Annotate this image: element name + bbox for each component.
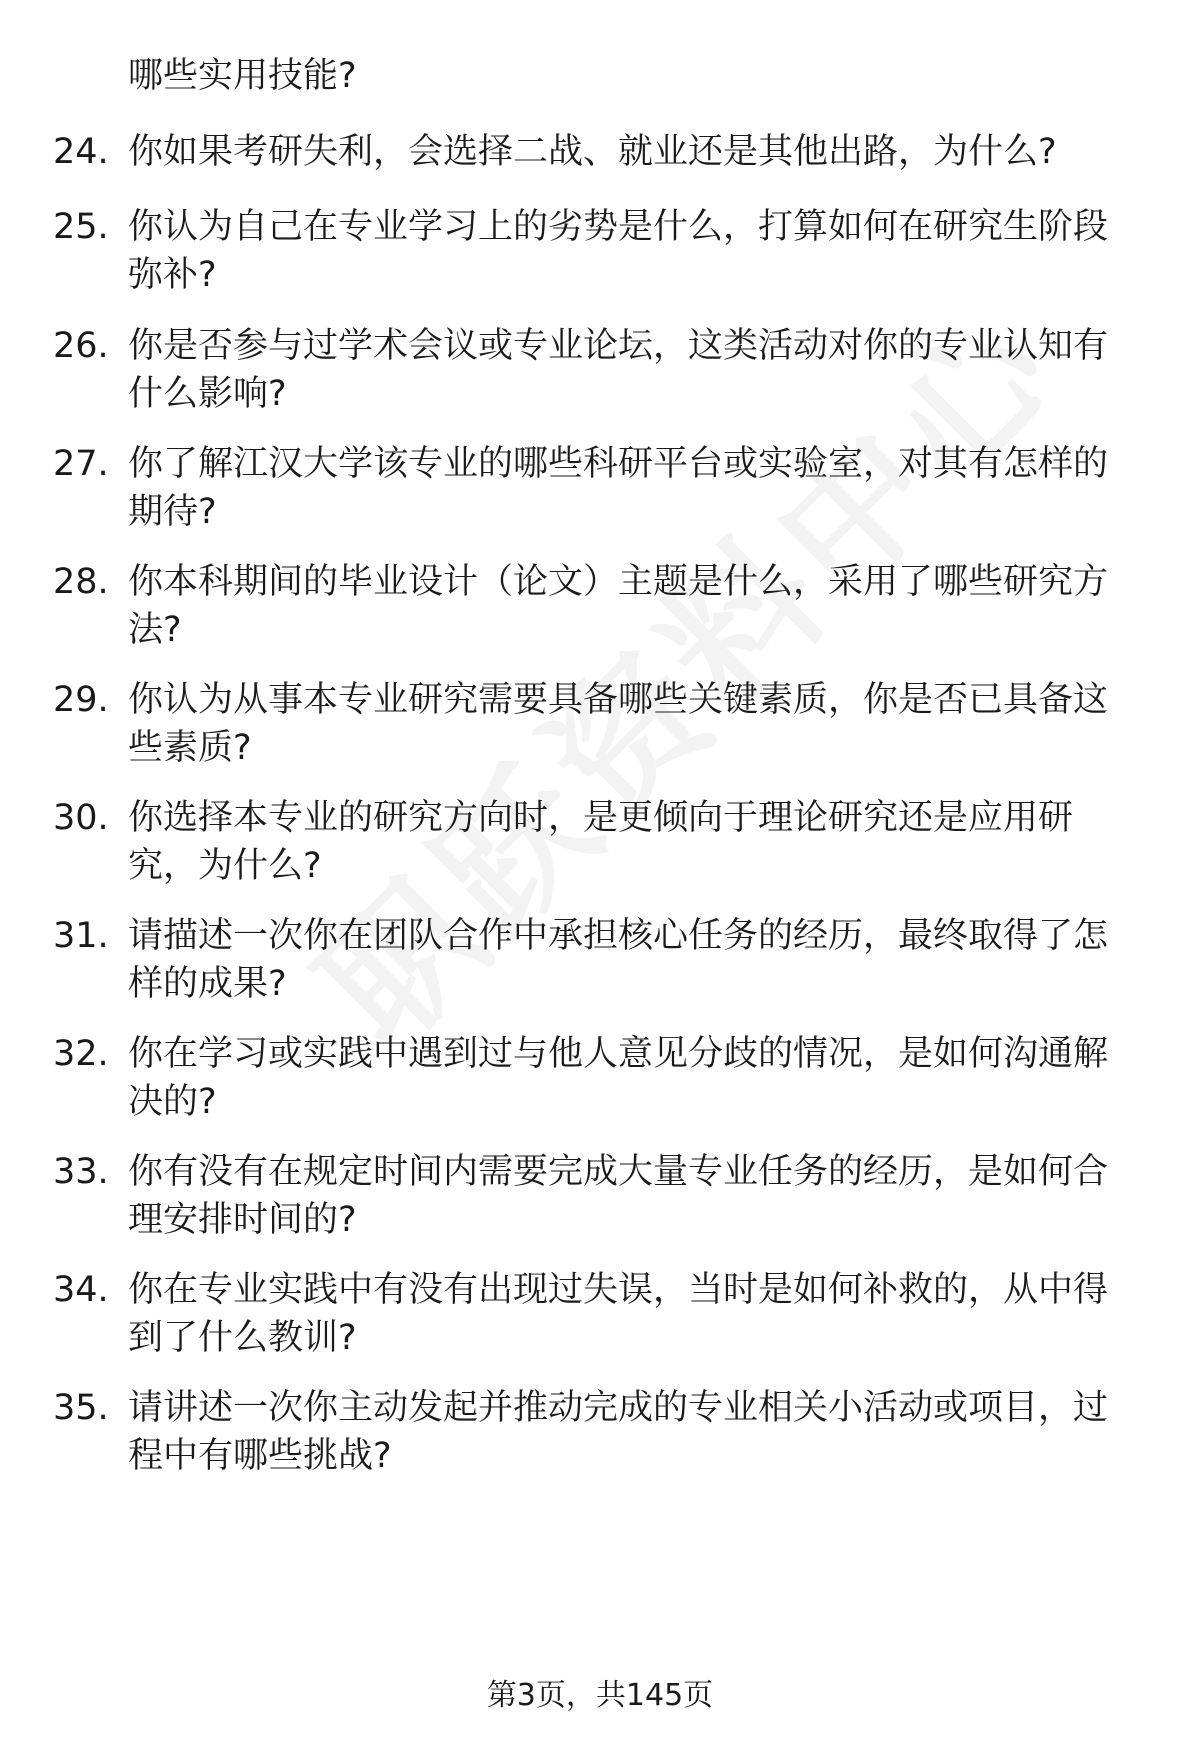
question-line: 你是否参与过学术会议或专业论坛，这类活动对你的专业认知有: [128, 326, 1109, 366]
question-line: 决的?: [128, 1082, 217, 1122]
question-number: 24.: [53, 132, 109, 172]
question-number: 30.: [53, 798, 109, 838]
question-number: 28.: [53, 562, 109, 602]
question-number: 33.: [53, 1152, 109, 1192]
question-number: 35.: [53, 1388, 109, 1428]
question-number: 32.: [53, 1034, 109, 1074]
question-line: 你认为从事本专业研究需要具备哪些关键素质，你是否已具备这: [128, 680, 1109, 720]
question-line: 你有没有在规定时间内需要完成大量专业任务的经历，是如何合: [128, 1152, 1109, 1192]
question-line: 你了解江汉大学该专业的哪些科研平台或实验室，对其有怎样的: [128, 444, 1109, 484]
question-line: 程中有哪些挑战?: [128, 1436, 392, 1476]
page-footer: 第3页，共145页: [486, 1678, 714, 1713]
question-number: 25.: [53, 207, 109, 247]
question-number: 26.: [53, 326, 109, 366]
question-number: 27.: [53, 444, 109, 484]
question-line: 什么影响?: [128, 374, 287, 414]
question-line: 法?: [128, 610, 182, 650]
question-line: 弥补?: [128, 255, 217, 295]
question-line: 你在学习或实践中遇到过与他人意见分歧的情况，是如何沟通解: [128, 1034, 1109, 1074]
question-line: 些素质?: [128, 728, 252, 768]
question-line: 到了什么教训?: [128, 1318, 357, 1358]
question-line: 你如果考研失利，会选择二战、就业还是其他出路，为什么?: [128, 132, 1057, 172]
question-line: 样的成果?: [128, 964, 287, 1004]
question-line: 究，为什么?: [128, 846, 322, 886]
question-line: 请讲述一次你主动发起并推动完成的专业相关小活动或项目，过: [128, 1388, 1109, 1428]
question-line: 请描述一次你在团队合作中承担核心任务的经历，最终取得了怎: [128, 916, 1109, 956]
question-line: 理安排时间的?: [128, 1200, 357, 1240]
continuation-text: 哪些实用技能?: [128, 56, 357, 96]
question-number: 34.: [53, 1270, 109, 1310]
question-line: 你在专业实践中有没有出现过失误，当时是如何补救的，从中得: [128, 1270, 1109, 1310]
question-line: 期待?: [128, 492, 217, 532]
question-line: 你本科期间的毕业设计（论文）主题是什么，采用了哪些研究方: [128, 562, 1109, 602]
question-number: 29.: [53, 680, 109, 720]
question-line: 你选择本专业的研究方向时，是更倾向于理论研究还是应用研: [128, 798, 1074, 838]
question-number: 31.: [53, 916, 109, 956]
question-line: 你认为自己在专业学习上的劣势是什么，打算如何在研究生阶段: [128, 207, 1109, 247]
